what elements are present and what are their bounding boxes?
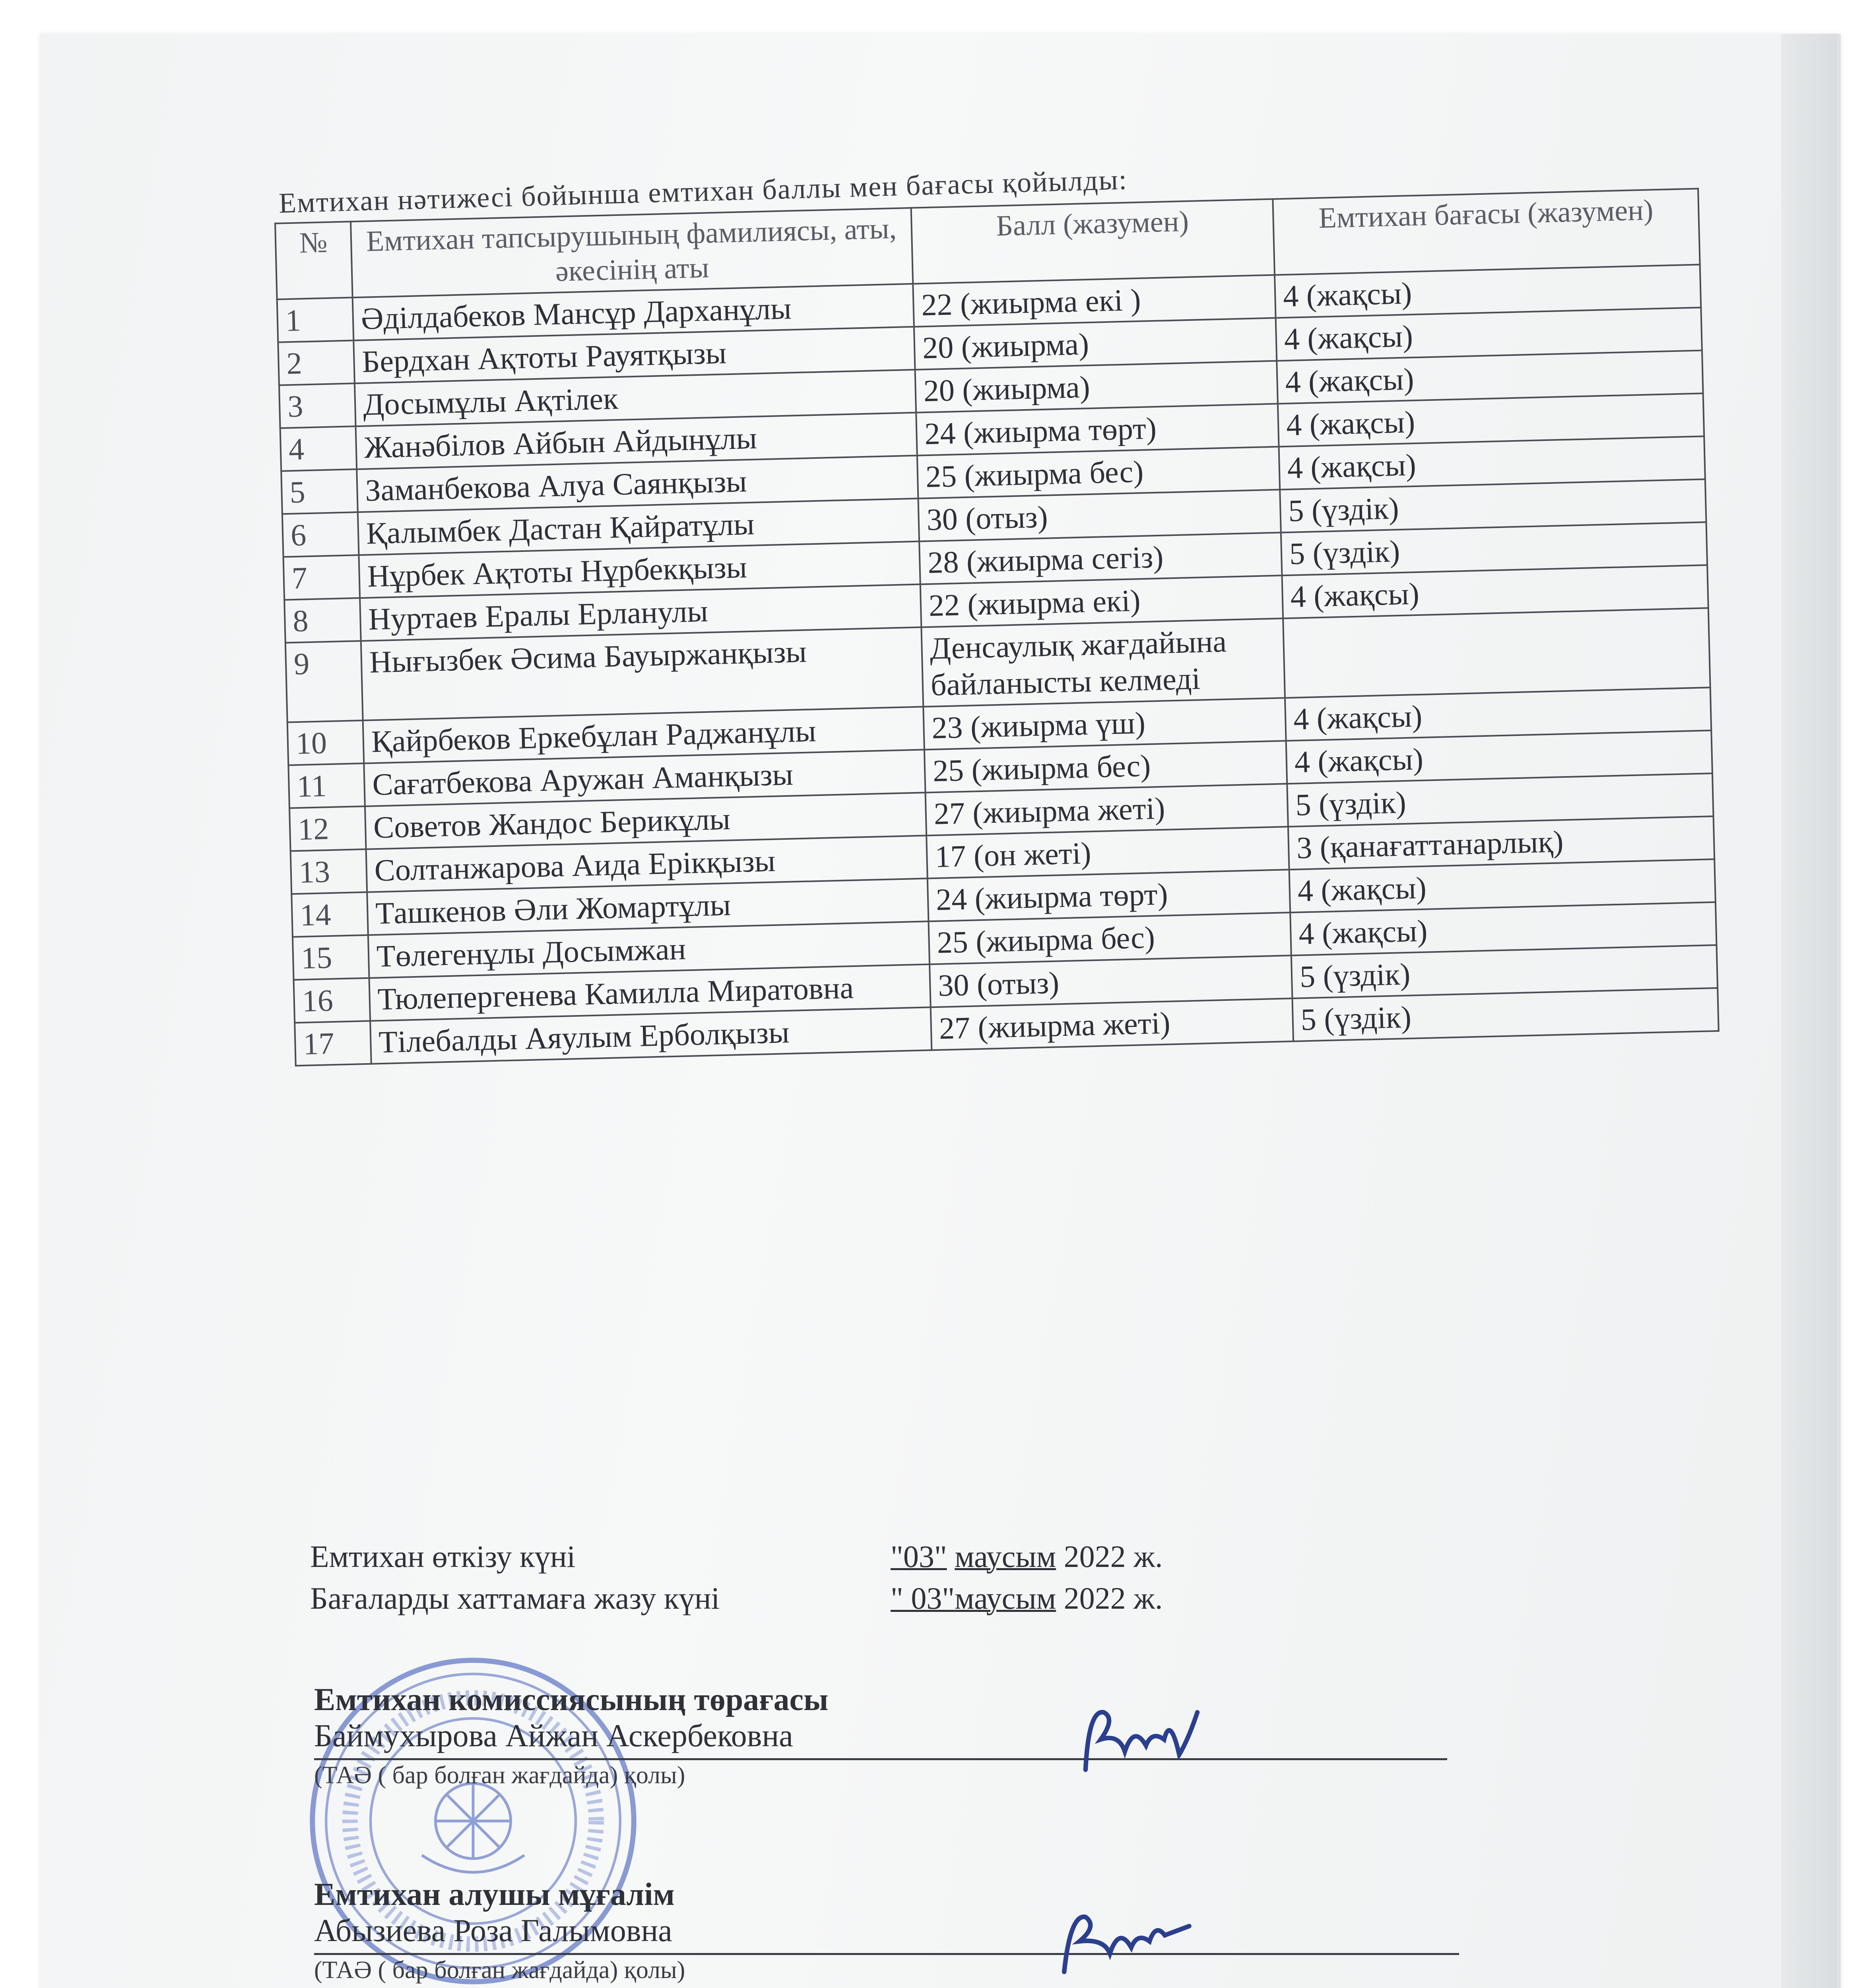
exam-date-month: маусым [955, 1539, 1056, 1574]
cell-name: Нуртаев Ералы Ерланулы [360, 584, 921, 641]
cell-score: 30 (отыз) [930, 955, 1292, 1007]
cell-score: 27 (жиырма жеті) [926, 784, 1288, 835]
cell-score: 27 (жиырма жеті) [931, 998, 1293, 1050]
exam-date-value [891, 1539, 1163, 1574]
cell-name: Солтанжарова Аида Ерікқызы [366, 835, 928, 892]
cell-name: Тілебалды Аяулым Ерболқызы [370, 1007, 932, 1064]
cell-name: Жанәбілов Айбын Айдынұлы [356, 412, 917, 469]
record-date-month: маусым [955, 1581, 1056, 1615]
cell-name: Ташкенов Әли Жомартұлы [367, 878, 928, 935]
cell-grade: 4 (жақсы) [1289, 859, 1716, 912]
signature-block-chair [314, 1682, 828, 1790]
signature-name: Баймухырова Айжан Аскербековна [314, 1718, 793, 1753]
record-date-value [891, 1580, 1163, 1616]
record-date-year: 2022 ж. [1064, 1581, 1163, 1615]
cell-name: Тюлепергенева Камилла Миратовна [369, 964, 930, 1021]
cell-score: 25 (жиырма бес) [917, 447, 1280, 498]
cell-name: Заманбекова Алуа Саянқызы [357, 455, 918, 512]
cell-name: Советов Жандос Берикұлы [365, 792, 926, 849]
cell-score: 25 (жиырма бес) [924, 741, 1287, 792]
cell-num: 14 [291, 892, 368, 937]
exam-date-label: Емтихан өткізу күні [310, 1539, 576, 1574]
handwritten-signature-chair [1073, 1694, 1225, 1785]
cell-num: 13 [291, 849, 367, 894]
cell-grade [1283, 608, 1710, 698]
cell-grade: 4 (жақсы) [1277, 350, 1703, 404]
exam-date-year: 2022 ж. [1064, 1539, 1163, 1574]
signature-note: (ТАӘ ( бар болған жағдайда) қолы) [314, 1762, 685, 1789]
cell-name: Қайрбеков Еркебұлан Раджанұлы [363, 707, 924, 763]
results-table [274, 188, 1720, 1066]
cell-num: 11 [288, 763, 365, 808]
cell-score: 20 (жиырма) [914, 318, 1277, 369]
cell-score: 17 (он жеті) [926, 827, 1289, 878]
cell-grade: 5 (үздік) [1280, 479, 1706, 532]
cell-grade: 5 (үздік) [1281, 522, 1707, 575]
cell-num: 2 [278, 340, 355, 385]
cell-name: Әділдабеков Мансұр Дарханұлы [353, 283, 914, 340]
cell-name: Қалымбек Дастан Қайратұлы [358, 498, 919, 555]
cell-num: 3 [279, 383, 356, 428]
cell-score: 20 (жиырма) [915, 361, 1278, 412]
cell-name: Сағатбекова Аружан Аманқызы [364, 749, 925, 806]
cell-grade: 3 (қанағаттанарлық) [1288, 816, 1714, 870]
cell-grade: 5 (үздік) [1292, 988, 1718, 1041]
cell-grade: 4 (жақсы) [1276, 307, 1702, 361]
cell-name: Нұрбек Ақтоты Нұрбекқызы [359, 541, 920, 598]
cell-num: 5 [281, 469, 358, 514]
cell-num: 10 [287, 720, 364, 765]
record-date-label: Бағаларды хаттамаға жазу күні [310, 1581, 720, 1615]
handwritten-signature-teacher [1042, 1893, 1209, 1984]
cell-score: 23 (жиырма үш) [923, 698, 1286, 749]
signature-note: (ТАӘ ( бар болған жағдайда) қолы) [314, 1957, 685, 1984]
cell-num: 17 [295, 1021, 371, 1066]
cell-num: 12 [289, 806, 366, 851]
cell-grade: 4 (жақсы) [1286, 730, 1712, 784]
signature-block-teacher [314, 1877, 685, 1984]
signature-role: Емтихан алушы мұғалім [314, 1877, 675, 1912]
cell-num: 16 [294, 978, 371, 1023]
cell-name: Нығызбек Әсима Бауыржанқызы [361, 627, 923, 720]
header-score: Балл (жазумен) [911, 199, 1275, 284]
cell-grade: 4 (жақсы) [1285, 687, 1711, 741]
exam-date-day: "03" [891, 1539, 947, 1574]
results-body [277, 264, 1719, 1066]
cell-name: Досымұлы Ақтілек [355, 369, 916, 426]
cell-name: Төлегенұлы Досымжан [368, 921, 930, 978]
cell-grade: 4 (жақсы) [1275, 264, 1701, 318]
cell-score: 28 (жиырма сегіз) [919, 532, 1282, 584]
cell-grade: 5 (үздік) [1291, 945, 1718, 998]
results-title: Емтихан нәтижесі бойынша емтихан баллы мен бағасы қойылды: [278, 163, 1128, 219]
cell-name: Бердхан Ақтоты Рауятқызы [353, 326, 915, 383]
cell-score: 30 (отыз) [918, 489, 1281, 541]
header-num: № [275, 221, 353, 299]
signature-line [314, 1758, 1447, 1760]
cell-grade: 4 (жақсы) [1282, 565, 1708, 618]
cell-score: 24 (жиырма төрт) [916, 404, 1279, 455]
cell-score: 22 (жиырма екі ) [913, 275, 1275, 326]
cell-num: 9 [285, 641, 363, 722]
cell-grade: 4 (жақсы) [1290, 902, 1716, 955]
record-date-day: " 03" [891, 1581, 955, 1615]
cell-num: 7 [283, 555, 360, 600]
header-name: Емтихан тапсырушының фамилиясы, аты, әкесінің аты [351, 208, 913, 297]
signature-role: Емтихан комиссиясының төрағасы [314, 1682, 829, 1717]
cell-grade: 5 (үздік) [1287, 773, 1713, 827]
header-grade: Емтихан бағасы (жазумен) [1273, 188, 1700, 275]
cell-num: 1 [277, 297, 354, 342]
paper-folder-edge [1781, 34, 1837, 1988]
signature-line [314, 1953, 1459, 1955]
cell-score: Денсаулық жағдайына байланысты келмеді [921, 618, 1285, 707]
cell-num: 15 [293, 935, 369, 980]
cell-num: 6 [282, 512, 359, 557]
cell-num: 4 [280, 426, 357, 471]
cell-grade: 4 (жақсы) [1278, 393, 1704, 447]
cell-score: 25 (жиырма бес) [928, 912, 1291, 964]
cell-score: 24 (жиырма төрт) [928, 870, 1290, 921]
cell-score: 22 (жиырма екі) [920, 575, 1283, 627]
cell-grade: 4 (жақсы) [1279, 436, 1705, 489]
cell-num: 8 [284, 598, 361, 643]
signature-name: Абызиева Роза Галымовна [314, 1913, 672, 1948]
